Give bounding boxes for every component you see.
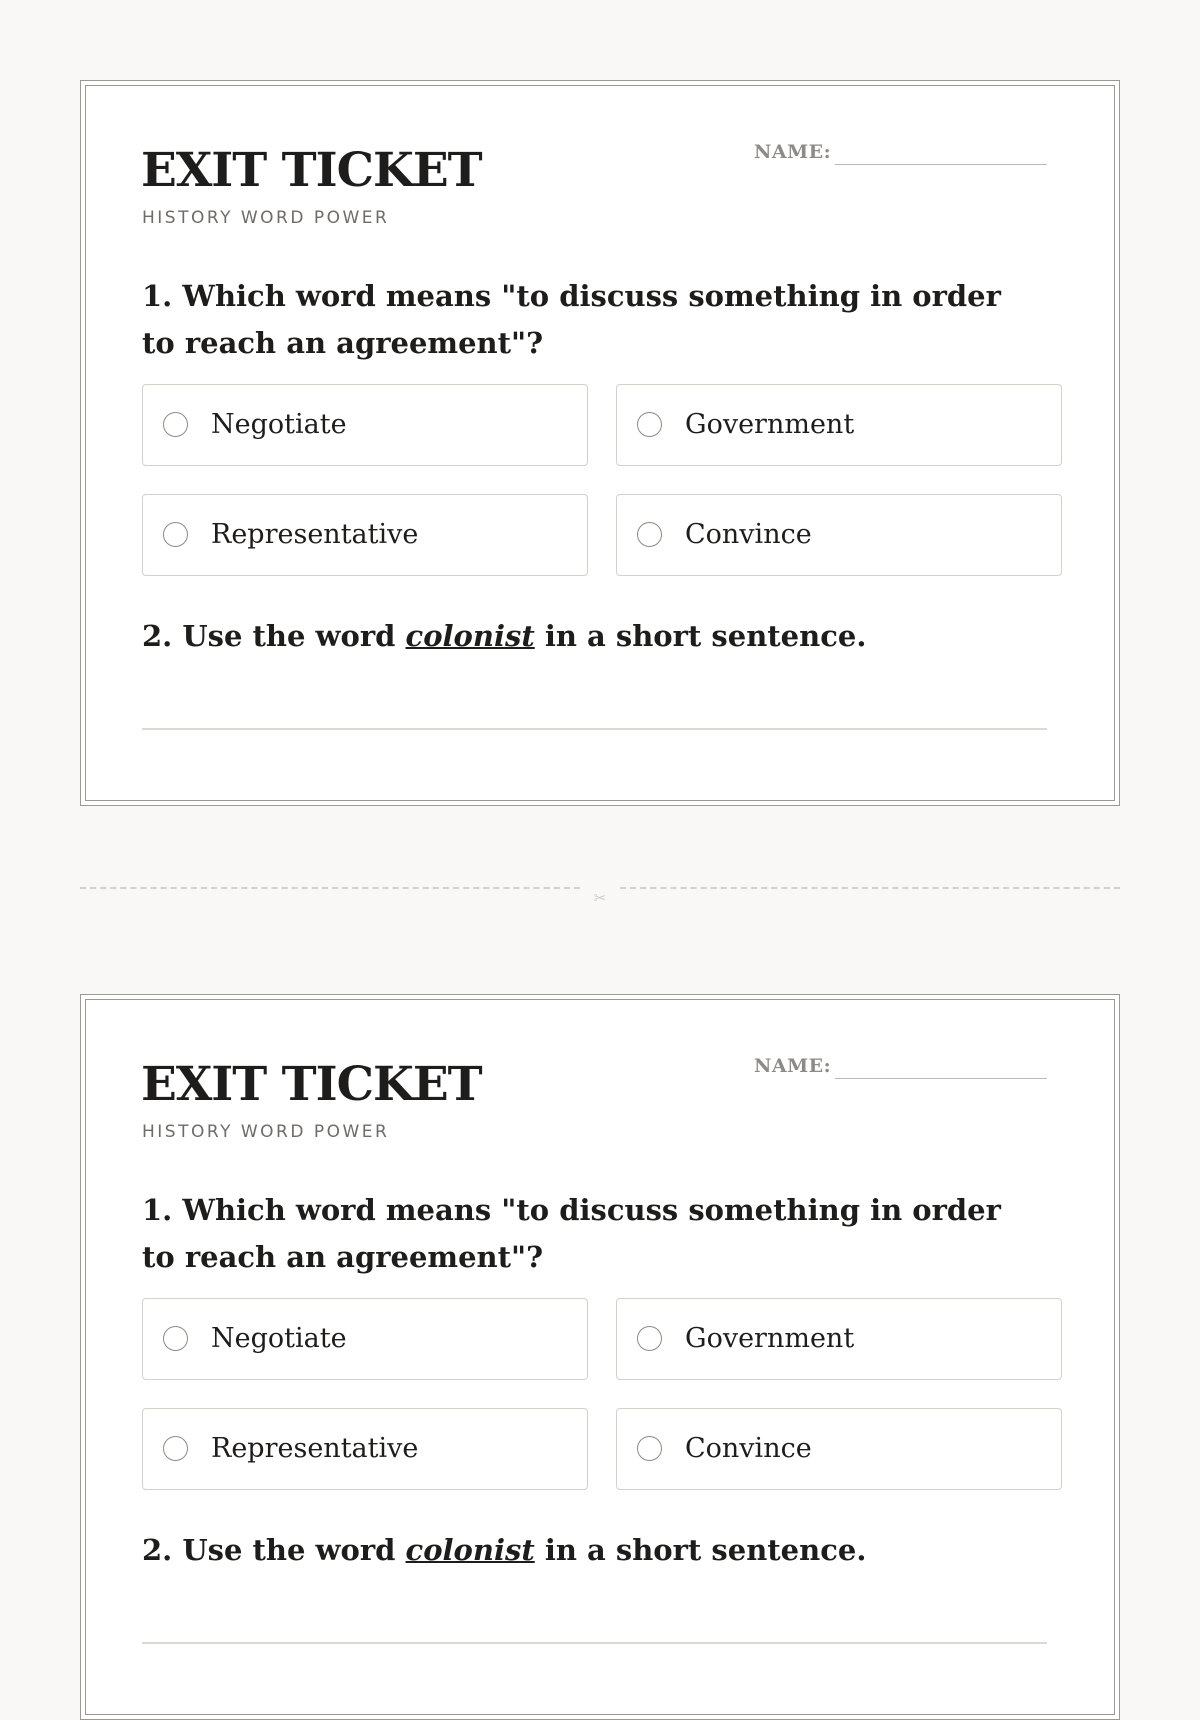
option-label: Government (685, 1323, 855, 1354)
exit-ticket-card (80, 994, 1120, 1720)
ticket-title: EXIT TICKET (141, 1057, 482, 1112)
question-2-prefix: 2. Use the word (142, 619, 406, 653)
ticket-subtitle: HISTORY WORD POWER (142, 1122, 390, 1142)
question-1: 1. Which word means "to discuss something in order to reach an agreement"? (142, 279, 1001, 360)
answer-line[interactable] (142, 1642, 1047, 1644)
option-negotiate[interactable] (142, 1298, 588, 1380)
cut-line-right (620, 887, 1120, 889)
option-government[interactable] (616, 384, 1062, 466)
question-2-suffix: in a short sentence. (534, 619, 867, 653)
radio-button[interactable] (163, 1326, 188, 1351)
name-field[interactable] (835, 1078, 1047, 1079)
option-label: Negotiate (211, 409, 347, 440)
name-label: NAME: (754, 1055, 832, 1077)
exit-ticket-card (80, 80, 1120, 806)
radio-button[interactable] (163, 522, 188, 547)
scissors-icon: ✂ (593, 889, 607, 907)
ticket-subtitle: HISTORY WORD POWER (142, 208, 390, 228)
question-2 (142, 1527, 866, 1573)
option-label: Negotiate (211, 1323, 347, 1354)
name-label: NAME: (754, 141, 832, 163)
question-2-keyword: colonist (405, 1533, 535, 1567)
radio-button[interactable] (637, 522, 662, 547)
option-representative[interactable] (142, 1408, 588, 1490)
question-2-prefix: 2. Use the word (142, 1533, 406, 1567)
cut-line-left (80, 887, 580, 889)
option-label: Representative (211, 1433, 419, 1464)
question-2 (142, 613, 866, 659)
question-2-keyword: colonist (405, 619, 535, 653)
option-label: Convince (685, 519, 812, 550)
question-2-suffix: in a short sentence. (534, 1533, 867, 1567)
option-label: Convince (685, 1433, 812, 1464)
radio-button[interactable] (163, 1436, 188, 1461)
option-convince[interactable] (616, 494, 1062, 576)
ticket-inner-border (85, 999, 1115, 1715)
option-negotiate[interactable] (142, 384, 588, 466)
option-label: Representative (211, 519, 419, 550)
radio-button[interactable] (637, 1436, 662, 1461)
answer-line[interactable] (142, 728, 1047, 730)
radio-button[interactable] (637, 1326, 662, 1351)
option-government[interactable] (616, 1298, 1062, 1380)
question-1: 1. Which word means "to discuss something in order to reach an agreement"? (142, 1193, 1001, 1274)
ticket-title: EXIT TICKET (141, 143, 482, 198)
option-convince[interactable] (616, 1408, 1062, 1490)
radio-button[interactable] (163, 412, 188, 437)
ticket-inner-border (85, 85, 1115, 801)
option-label: Government (685, 409, 855, 440)
name-field[interactable] (835, 164, 1047, 165)
radio-button[interactable] (637, 412, 662, 437)
option-representative[interactable] (142, 494, 588, 576)
